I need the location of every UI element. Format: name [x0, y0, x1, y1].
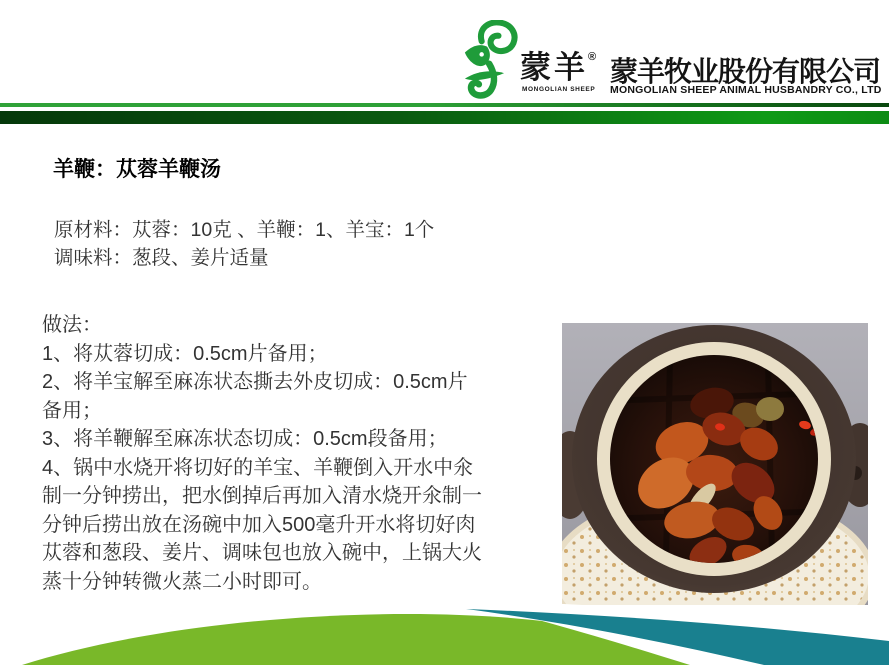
company-name-en: MONGOLIAN SHEEP ANIMAL HUSBANDRY CO., LTD [610, 84, 882, 96]
ingredients-block [54, 216, 434, 272]
ingredients-line: 原材料：苁蓉：10克 、羊鞭：1、羊宝：1个 [54, 219, 435, 241]
step-line: 分钟后捞出放在汤碗中加入500毫升开水将切好肉 [42, 513, 476, 536]
divider-bar-thin [0, 103, 889, 107]
brand-name-zh-text: 蒙羊 [520, 50, 588, 85]
brand-name-en: MONGOLIAN SHEEP [522, 86, 596, 93]
step-line: 制一分钟捞出，把水倒掉后再加入清水烧开氽制一 [42, 485, 482, 507]
step-line: 4、锅中水烧开将切好的羊宝、羊鞭倒入开水中氽 [42, 456, 474, 479]
divider-bar-thick [0, 111, 889, 124]
step-line: 2、将羊宝解至麻冻状态撕去外皮切成：0.5cm片 [42, 371, 468, 393]
step-line: 蒸十分钟转微火蒸二小时即可。 [42, 570, 322, 593]
ingredients-line: 调味料：葱段、姜片适量 [54, 247, 269, 269]
footer-swoosh [0, 541, 889, 665]
step-line: 备用； [42, 399, 102, 422]
brand-name-zh [520, 42, 596, 87]
registered-mark: ® [588, 51, 597, 63]
steps-label: 做法： [42, 314, 102, 336]
step-line: 3、将羊鞭解至麻冻状态切成：0.5cm段备用； [42, 428, 448, 450]
step-line: 1、将苁蓉切成：0.5cm片备用； [42, 342, 328, 365]
page-title: 羊鞭：苁蓉羊鞭汤 [53, 157, 221, 181]
company-name-zh: 蒙羊牧业股份有限公司 [610, 56, 881, 87]
step-line: 苁蓉和葱段、姜片、调味包也放入碗中，上锅大火 [42, 542, 482, 564]
sheep-logo-icon [463, 20, 519, 100]
